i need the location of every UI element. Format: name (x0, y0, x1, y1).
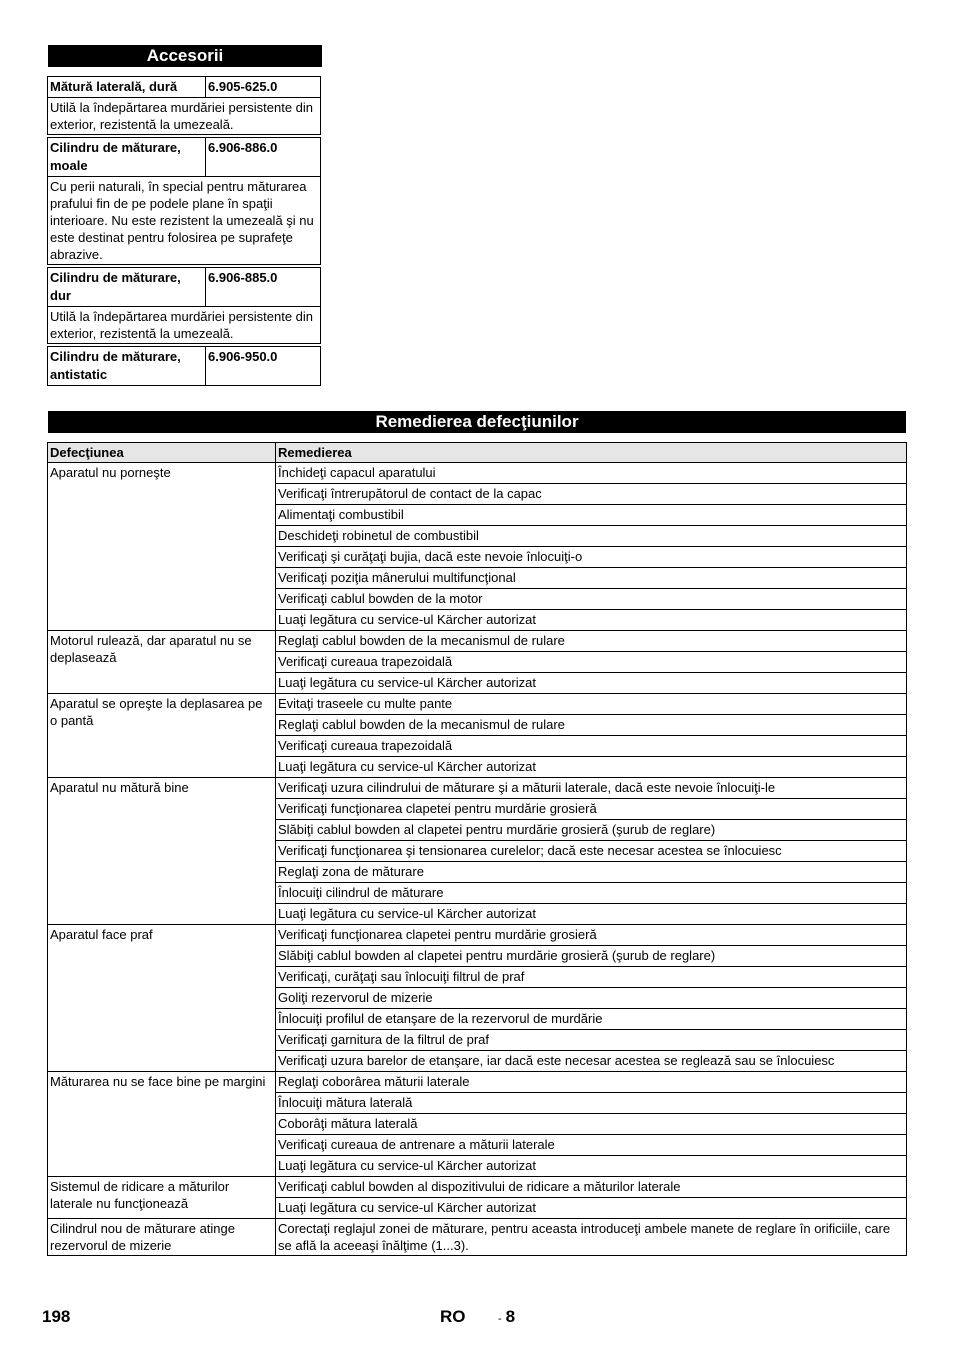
remedy-cell: Verificaţi funcţionarea şi tensionarea curelelor; dacă este necesar acestea se înlocuiesc (276, 841, 907, 862)
remedy-cell: Luaţi legătura cu service-ul Kärcher autorizat (276, 904, 907, 925)
remedy-cell: Reglaţi coborârea măturii laterale (276, 1072, 907, 1093)
accessory-name: Cilindru de măturare, antistatic (48, 347, 206, 385)
table-row (48, 925, 907, 946)
troubleshooting-table (47, 442, 907, 1256)
remedy-cell: Verificaţi funcţionarea clapetei pentru murdărie grosieră (276, 925, 907, 946)
table-header-row (48, 443, 907, 463)
remedy-cell: Verificaţi, curăţaţi sau înlocuiţi filtrul de praf (276, 967, 907, 988)
page-number: 198 (42, 1307, 71, 1326)
remedy-cell: Verificaţi cablul bowden al dispozitivului de ridicare a măturilor laterale (276, 1177, 907, 1198)
fault-cell: Măturarea nu se face bine pe margini (48, 1072, 276, 1177)
remedy-cell: Înlocuiţi profilul de etanşare de la rezervorul de murdărie (276, 1009, 907, 1030)
table-body (48, 463, 907, 1256)
table-row (48, 1177, 907, 1198)
fault-cell: Motorul rulează, dar aparatul nu se deplasează (48, 631, 276, 694)
accessory-code: 6.906-950.0 (208, 349, 278, 364)
remedy-cell: Verificaţi funcţionarea clapetei pentru murdărie grosieră (276, 799, 907, 820)
remedy-cell: Verificaţi întrerupătorul de contact de la capac (276, 484, 907, 505)
remedy-cell: Înlocuiţi mătura laterală (276, 1093, 907, 1114)
remedy-cell: Verificaţi cureaua trapezoidală (276, 652, 907, 673)
remedy-cell: Deschideţi robinetul de combustibil (276, 526, 907, 547)
accessory-item (47, 346, 321, 386)
remedy-cell: Verificaţi cureaua trapezoidală (276, 736, 907, 757)
table-row (48, 1072, 907, 1093)
troubleshooting-title: Remedierea defecţiunilor (48, 411, 906, 433)
accessories-title: Accesorii (48, 45, 322, 67)
table-row (48, 1219, 907, 1256)
remedy-cell: Coborâţi mătura laterală (276, 1114, 907, 1135)
remedy-cell: Luaţi legătura cu service-ul Kärcher autorizat (276, 610, 907, 631)
remedy-cell: Reglaţi zona de măturare (276, 862, 907, 883)
fault-column-header: Defecţiunea (48, 443, 276, 463)
table-row (48, 463, 907, 484)
remedy-cell: Verificaţi şi curăţaţi bujia, dacă este nevoie înlocuiţi-o (276, 547, 907, 568)
remedy-cell: Reglaţi cablul bowden de la mecanismul de rulare (276, 715, 907, 736)
accessory-code: 6.905-625.0 (208, 79, 278, 94)
accessory-name: Cilindru de măturare, moale (48, 138, 206, 176)
remedy-cell: Verificaţi cablul bowden de la motor (276, 589, 907, 610)
accessory-header (47, 267, 321, 307)
fault-cell: Aparatul se opreşte la deplasarea pe o pantă (48, 694, 276, 778)
remedy-cell: Verificaţi uzura barelor de etanşare, iar dacă este necesar acestea se reglează sau se înlocuiesc (276, 1051, 907, 1072)
accessory-header (47, 137, 321, 177)
page-dash: - (498, 1313, 502, 1325)
remedy-cell: Verificaţi cureaua de antrenare a măturii laterale (276, 1135, 907, 1156)
sub-page-number (498, 1307, 515, 1327)
remedy-cell: Goliţi rezervorul de mizerie (276, 988, 907, 1009)
remedy-column-header: Remedierea (276, 443, 907, 463)
remedy-cell: Evitaţi traseele cu multe pante (276, 694, 907, 715)
accessory-item (47, 267, 321, 344)
accessory-item (47, 76, 321, 135)
remedy-cell: Înlocuiţi cilindrul de măturare (276, 883, 907, 904)
table-row (48, 694, 907, 715)
remedy-cell: Verificaţi uzura cilindrului de măturare şi a măturii laterale, dacă este nevoie înlocuiţi-le (276, 778, 907, 799)
accessories-list (47, 76, 321, 388)
fault-cell: Cilindrul nou de măturare atinge rezervorul de mizerie (48, 1219, 276, 1256)
remedy-cell: Luaţi legătura cu service-ul Kärcher autorizat (276, 757, 907, 778)
accessory-description: Cu perii naturali, în special pentru măturarea prafului fin de pe podele plane în spaţii interioare. Nu este rezistent la umezeală şi nu este destinat pentru folosirea pe suprafeţe abrazive. (47, 177, 321, 265)
remedy-cell: Luaţi legătura cu service-ul Kärcher autorizat (276, 1198, 907, 1219)
table-row (48, 631, 907, 652)
table-row (48, 778, 907, 799)
remedy-cell: Alimentaţi combustibil (276, 505, 907, 526)
fault-cell: Aparatul nu porneşte (48, 463, 276, 631)
remedy-cell: Slăbiţi cablul bowden al clapetei pentru murdărie grosieră (şurub de reglare) (276, 820, 907, 841)
accessory-description: Utilă la îndepărtarea murdăriei persistente din exterior, rezistentă la umezeală. (47, 307, 321, 344)
accessory-code: 6.906-885.0 (208, 270, 278, 285)
fault-cell: Sistemul de ridicare a măturilor laterale nu funcţionează (48, 1177, 276, 1219)
accessory-item (47, 137, 321, 265)
accessory-header (47, 76, 321, 98)
remedy-cell: Slăbiţi cablul bowden al clapetei pentru murdărie grosieră (şurub de reglare) (276, 946, 907, 967)
accessory-name: Cilindru de măturare, dur (48, 268, 206, 306)
accessory-description: Utilă la îndepărtarea murdăriei persistente din exterior, rezistentă la umezeală. (47, 98, 321, 135)
remedy-cell: Corectaţi reglajul zonei de măturare, pentru aceasta introduceţi ambele manete de reglare în orificiile, care se află la aceeaşi înălţime (1...3). (276, 1219, 907, 1256)
accessory-name: Mătură laterală, dură (48, 77, 206, 97)
remedy-cell: Verificaţi poziţia mânerului multifuncţional (276, 568, 907, 589)
accessory-code: 6.906-886.0 (208, 140, 278, 155)
remedy-cell: Verificaţi garnitura de la filtrul de praf (276, 1030, 907, 1051)
remedy-cell: Luaţi legătura cu service-ul Kärcher autorizat (276, 673, 907, 694)
remedy-cell: Reglaţi cablul bowden de la mecanismul de rulare (276, 631, 907, 652)
remedy-cell: Închideţi capacul aparatului (276, 463, 907, 484)
accessory-header (47, 346, 321, 386)
sub-page-value: 8 (505, 1307, 516, 1326)
language-code: RO (440, 1307, 466, 1326)
remedy-cell: Luaţi legătura cu service-ul Kärcher autorizat (276, 1156, 907, 1177)
fault-cell: Aparatul face praf (48, 925, 276, 1072)
fault-cell: Aparatul nu mătură bine (48, 778, 276, 925)
